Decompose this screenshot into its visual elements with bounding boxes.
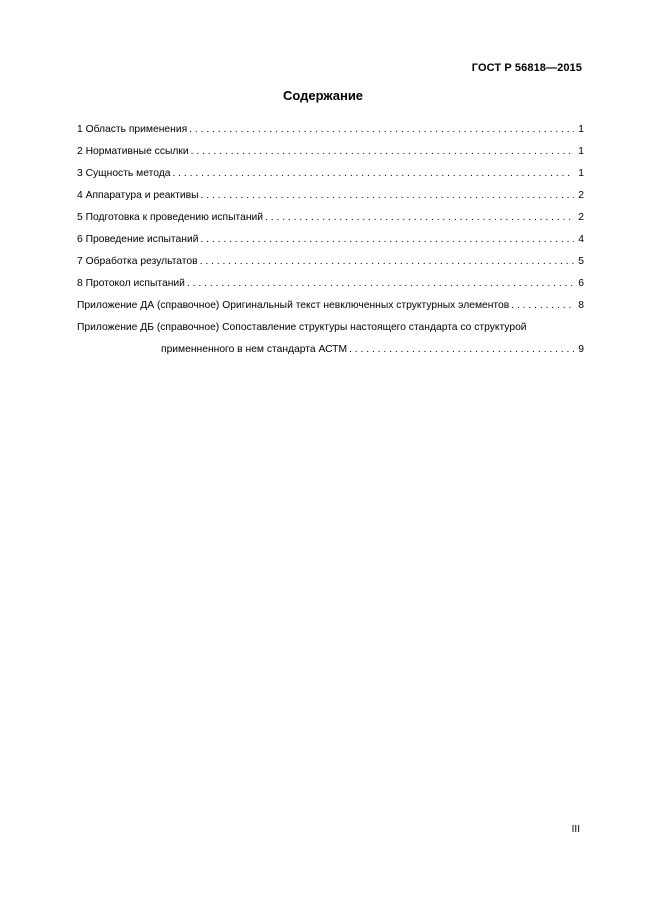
toc-title: Содержание xyxy=(282,88,364,103)
toc-entry[interactable] xyxy=(77,124,584,146)
toc-leader-dots xyxy=(187,278,574,289)
toc-leader-dots xyxy=(349,344,574,355)
toc-entry[interactable] xyxy=(77,212,584,234)
toc-entry[interactable] xyxy=(77,322,584,344)
page-number: III xyxy=(571,824,580,835)
toc-entry-continuation[interactable] xyxy=(77,344,584,366)
toc-leader-dots xyxy=(200,234,574,245)
toc-entry-page: 6 xyxy=(578,278,584,289)
toc-entry-label: 4 Аппаратура и реактивы xyxy=(77,190,199,201)
toc-entry-page: 2 xyxy=(578,190,584,201)
toc-entry[interactable] xyxy=(77,234,584,256)
toc-leader-dots xyxy=(172,168,574,179)
toc-entry-page: 5 xyxy=(578,256,584,267)
toc-entry-page: 1 xyxy=(578,124,584,135)
toc-entry[interactable] xyxy=(77,300,584,322)
toc-entry-label: применненного в нем стандарта АСТМ xyxy=(161,344,348,355)
toc-entry-page: 4 xyxy=(578,234,584,245)
table-of-contents xyxy=(77,124,584,366)
toc-entry-label: 7 Обработка результатов xyxy=(77,256,198,267)
toc-entry[interactable] xyxy=(77,146,584,168)
toc-leader-dots xyxy=(511,300,574,311)
document-code: ГОСТ Р 56818—2015 xyxy=(471,62,582,74)
toc-entry-label: Приложение ДА (справочное) Оригинальный текст невключенных структурных элементов xyxy=(77,300,510,311)
toc-entry[interactable] xyxy=(77,256,584,278)
toc-entry-page: 1 xyxy=(578,146,584,157)
toc-entry-page: 8 xyxy=(578,300,584,311)
toc-leader-dots xyxy=(189,124,574,135)
toc-leader-dots xyxy=(191,146,574,157)
toc-entry-label: 1 Область применения xyxy=(77,124,188,135)
toc-entry-page: 9 xyxy=(578,344,584,355)
toc-leader-dots xyxy=(201,190,575,201)
toc-entry-label: 6 Проведение испытаний xyxy=(77,234,199,245)
toc-entry-label: Приложение ДБ (справочное) Сопоставление структуры настоящего стандарта со структурой xyxy=(77,322,527,333)
toc-entry-label: 2 Нормативные ссылки xyxy=(77,146,189,157)
toc-leader-dots xyxy=(200,256,574,267)
toc-leader-dots xyxy=(265,212,574,223)
toc-entry-page: 2 xyxy=(578,212,584,223)
toc-entry-label: 8 Протокол испытаний xyxy=(77,278,185,289)
toc-entry[interactable] xyxy=(77,278,584,300)
toc-entry[interactable] xyxy=(77,190,584,212)
toc-entry-label: 3 Сущность метода xyxy=(77,168,171,179)
toc-entry-page: 1 xyxy=(578,168,584,179)
toc-entry[interactable] xyxy=(77,168,584,190)
toc-entry-label: 5 Подготовка к проведению испытаний xyxy=(77,212,264,223)
